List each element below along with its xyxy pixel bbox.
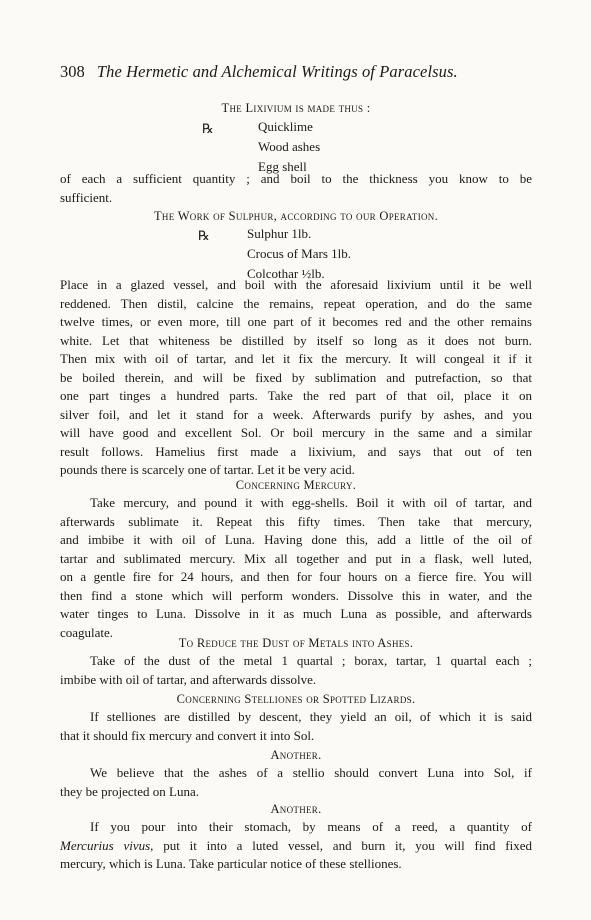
stelliones-text [60,708,532,745]
text-line: coagulate. [60,624,114,640]
sulphur-text [60,276,532,480]
text-line: Then mix with oil of tartar, and let it fix the mercury. It will congeal it if it [60,351,532,366]
text-line: on a gentle fire for 24 hours, and then for four hours on a fierce fire. You will [60,569,532,584]
text-line: pounds there is scarcely one of tartar. Let it be very acid. [60,462,355,477]
ingredient: Crocus of Mars 1lb. [247,246,351,261]
sulphur-heading: The Work of Sulphur, according to our Operation. [153,209,439,223]
text-line: one part tinges a hundred parts. Take the red part of that oil, place it on [60,388,532,403]
dust-heading: To Reduce the Dust of Metals into Ashes. [178,636,414,650]
mercury-text [60,494,532,642]
another-text [60,764,532,801]
another-heading-block [60,746,532,765]
stelliones-heading: Concerning Stelliones or Spotted Lizards. [176,692,416,706]
text-line: will have good and excellent Sol. Or boil mercury in the same and a similar [60,425,532,440]
text-line: and imbibe it with oil of Luna. Having done this, add a little of the oil of [60,532,532,547]
ingredient: Egg shell [258,159,307,174]
lixivium-ingredients [258,117,320,177]
running-title: The Hermetic and Alchemical Writings of Paracelsus. [96,62,458,81]
text-line: afterwards sublimate it. Repeat this fifty times. Then take that mercury, [60,513,532,529]
text-line: result follows. Hamelius first made a lixivium, and says that out of ten [60,443,532,459]
page-number: 308 [60,62,85,81]
text-line: be boiled therein, and will be fixed by sublimation and putrefaction, so that [60,369,532,385]
lixivium-heading-block [60,99,532,118]
running-header [60,62,532,82]
stelliones-heading-block [60,690,532,709]
lixivium-heading: The Lixivium is made thus : [221,101,371,115]
text-line: then find a stone which will perform wonders. Dissolve this in water, and the [60,587,532,603]
ingredient: Colcothar ½lb. [247,266,325,281]
text-line: Take of the dust of the metal 1 quartal ; borax, tartar, 1 quartal each ; [90,653,532,668]
recipe-symbol: ℞ [198,228,210,243]
ingredient: Wood ashes [258,139,321,154]
text-line: of each a sufficient quantity ; and boil to the thickness you know to be [60,171,532,186]
ingredient: Sulphur 1lb. [247,226,312,241]
text-line: reddened. Then distil, calcine the remains, repeat operation, and do the same [60,295,532,311]
text-line: imbibe with oil of tartar, and afterwards dissolve. [60,671,317,687]
text-line: If stelliones are distilled by descent, they yield an oil, of which it is said [90,709,532,724]
text-line: they be projected on Luna. [60,783,199,799]
text-line: If you pour into their stomach, by means of a reed, a quantity of [90,819,532,834]
mercury-heading: Concerning Mercury. [235,478,357,492]
text-fragment: put it into a luted vessel, and burn it, you will find fixed [153,837,533,853]
text-line: silver foil, and let it stand for a week. Afterwards purify by ashes, and you [60,406,532,422]
another-text [60,818,532,874]
text-line: mercury, which is Luna. Take particular notice of these stelliones. [60,856,402,871]
text-line: water tinges to Luna. Dissolve in it as much Luna as possible, and afterwards [60,606,532,621]
dust-text [60,652,532,689]
text-line: Place in a glazed vessel, and boil with the aforesaid lixivium until it be well [60,277,532,292]
text-line: sufficient. [60,189,113,205]
another-heading: Another. [270,748,322,762]
text-line [60,837,532,856]
sulphur-ingredients [247,224,351,284]
recipe-symbol: ℞ [202,121,214,136]
text-line: Take mercury, and pound it with egg-shells. Boil it with oil of tartar, and [90,495,532,510]
text-line: tartar and sublimated mercury. Mix all together and put in a flask, well luted, [60,550,532,566]
another-heading-block [60,800,532,819]
text-line: that it should fix mercury and convert it into Sol. [60,727,315,743]
mercury-heading-block [60,476,532,495]
text-line: twelve times, or even more, till one part of it becomes red and the other remains [60,314,532,329]
another-heading: Another. [270,802,322,816]
text-line: We believe that the ashes of a stellio should convert Luna into Sol, if [90,765,532,780]
text-line: white. Let that whiteness be distilled by itself so long as it does not burn. [60,332,532,348]
lixivium-text [60,170,532,207]
italic-term: Mercurius vivus, [60,837,154,853]
sulphur-heading-block [60,207,532,226]
ingredient: Quicklime [258,119,313,134]
dust-heading-block [60,634,532,653]
